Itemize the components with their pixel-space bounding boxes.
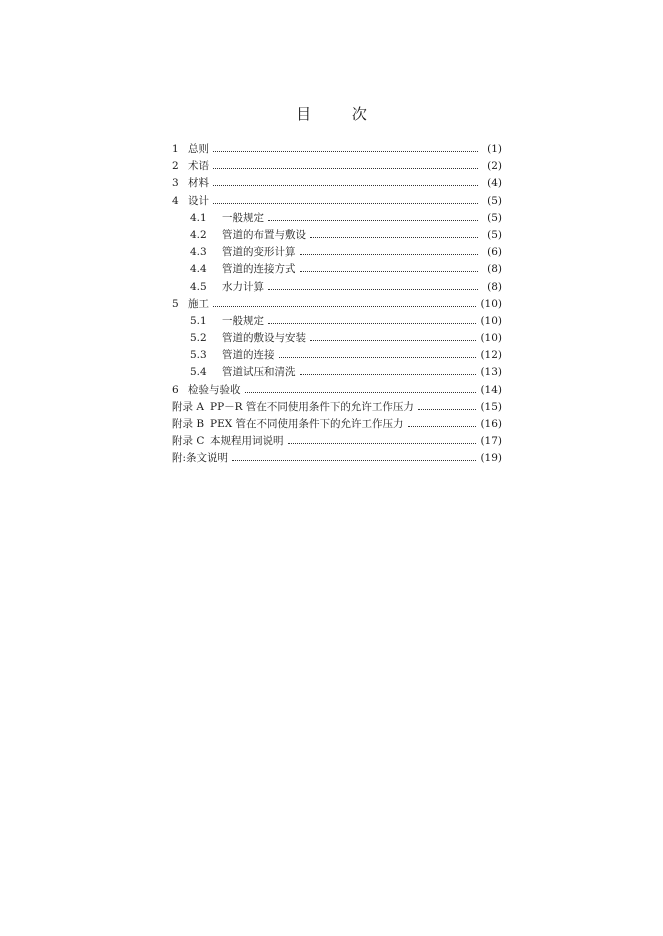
toc-entry-page: (10) bbox=[480, 297, 502, 310]
toc-entry-number: 附录 A bbox=[172, 400, 204, 413]
toc-entry-number: 附录 B bbox=[172, 418, 205, 430]
toc-entry-page: (5) bbox=[487, 194, 502, 207]
dot-leader bbox=[300, 254, 479, 255]
toc-entry-number: 3 bbox=[172, 177, 179, 190]
toc-entry-title: 管道的连接方式 bbox=[222, 263, 296, 276]
toc-subentry[interactable] bbox=[172, 279, 502, 296]
dot-leader bbox=[232, 460, 476, 461]
toc-entry-number: 1 bbox=[172, 143, 179, 155]
toc-entry-number: 4.4 bbox=[190, 263, 207, 276]
toc-subentry[interactable] bbox=[172, 210, 502, 227]
toc-entry-title: 管道的敷设与安装 bbox=[222, 332, 306, 345]
dot-leader bbox=[408, 426, 477, 427]
toc-entry-title: 设计 bbox=[188, 194, 209, 207]
toc-entry-page: (5) bbox=[487, 228, 502, 241]
toc-entry[interactable] bbox=[172, 296, 502, 313]
toc-entry-title: PP－R 管在不同使用条件下的允许工作压力 bbox=[210, 400, 414, 413]
toc-entry-page: (16) bbox=[480, 418, 502, 430]
toc-entry-title: 施工 bbox=[188, 297, 209, 310]
toc-entry-number: 4.3 bbox=[190, 246, 207, 259]
toc-entry-page: (5) bbox=[487, 211, 502, 224]
toc-entry-page: (1) bbox=[487, 143, 502, 155]
table-of-contents bbox=[172, 141, 502, 468]
toc-entry-title: PEX 管在不同使用条件下的允许工作压力 bbox=[210, 418, 404, 430]
toc-entry-page: (4) bbox=[487, 177, 502, 190]
toc-appendix-entry[interactable] bbox=[172, 416, 502, 433]
dot-leader bbox=[310, 340, 476, 341]
toc-appendix-entry[interactable] bbox=[172, 433, 502, 450]
dot-leader bbox=[245, 392, 477, 393]
page-title: 目 次 bbox=[296, 105, 385, 123]
toc-entry-title: 管道的连接 bbox=[222, 349, 275, 362]
toc-entry-title: 一般规定 bbox=[222, 314, 264, 327]
toc-subentry[interactable] bbox=[172, 313, 502, 330]
toc-entry-number: 2 bbox=[172, 160, 179, 173]
toc-entry-number: 5.1 bbox=[190, 314, 207, 327]
toc-entry-number: 4.2 bbox=[190, 228, 207, 241]
toc-entry[interactable] bbox=[172, 450, 502, 467]
dot-leader bbox=[268, 220, 478, 221]
toc-entry-page: (2) bbox=[487, 160, 502, 173]
toc-entry-page: (8) bbox=[487, 263, 502, 276]
toc-entry-page: (15) bbox=[480, 400, 502, 413]
toc-entry-number: 5.3 bbox=[190, 349, 207, 362]
toc-entry-page: (10) bbox=[480, 314, 502, 327]
toc-subentry[interactable] bbox=[172, 364, 502, 381]
toc-entry-page: (8) bbox=[487, 280, 502, 293]
toc-entry-page: (13) bbox=[480, 366, 502, 379]
toc-entry-page: (10) bbox=[480, 332, 502, 345]
toc-appendix-entry[interactable] bbox=[172, 399, 502, 416]
dot-leader bbox=[310, 237, 478, 238]
toc-subentry[interactable] bbox=[172, 330, 502, 347]
toc-entry-number: 5.2 bbox=[190, 332, 207, 345]
dot-leader bbox=[268, 323, 476, 324]
toc-entry-title: 本规程用词说明 bbox=[210, 435, 284, 448]
toc-entry-page: (17) bbox=[480, 435, 502, 448]
toc-entry-title: 总则 bbox=[188, 143, 209, 155]
dot-leader bbox=[213, 151, 478, 152]
dot-leader bbox=[213, 185, 478, 186]
dot-leader bbox=[213, 203, 478, 204]
toc-entry-number: 5.4 bbox=[190, 366, 207, 379]
toc-subentry[interactable] bbox=[172, 244, 502, 261]
dot-leader bbox=[300, 374, 477, 375]
toc-entry[interactable] bbox=[172, 141, 502, 158]
toc-entry-title: 检验与验收 bbox=[188, 383, 241, 396]
dot-leader bbox=[279, 357, 477, 358]
toc-subentry[interactable] bbox=[172, 261, 502, 278]
toc-entry[interactable] bbox=[172, 382, 502, 399]
toc-entry-page: (6) bbox=[487, 246, 502, 259]
toc-entry-title: 水力计算 bbox=[222, 280, 264, 293]
toc-entry-number: 4 bbox=[172, 194, 179, 207]
toc-entry-number: 5 bbox=[172, 297, 179, 310]
toc-entry-number: 6 bbox=[172, 383, 179, 396]
toc-entry-title: 附:条文说明 bbox=[172, 452, 229, 465]
toc-subentry[interactable] bbox=[172, 347, 502, 364]
toc-entry-title: 管道的布置与敷设 bbox=[222, 228, 306, 241]
toc-entry-title: 材料 bbox=[188, 177, 209, 190]
toc-entry-page: (14) bbox=[480, 383, 502, 396]
toc-entry-number: 附录 C bbox=[172, 435, 205, 448]
toc-entry-title: 术语 bbox=[188, 160, 209, 173]
dot-leader bbox=[268, 289, 478, 290]
toc-entry-title: 管道的变形计算 bbox=[222, 246, 296, 259]
toc-entry[interactable] bbox=[172, 193, 502, 210]
toc-entry-page: (12) bbox=[480, 349, 502, 362]
toc-entry[interactable] bbox=[172, 158, 502, 175]
toc-entry-number: 4.1 bbox=[190, 211, 207, 224]
dot-leader bbox=[288, 443, 477, 444]
dot-leader bbox=[213, 306, 476, 307]
toc-entry-page: (19) bbox=[480, 452, 502, 465]
dot-leader bbox=[418, 409, 477, 410]
dot-leader bbox=[213, 168, 478, 169]
toc-subentry[interactable] bbox=[172, 227, 502, 244]
toc-entry-number: 4.5 bbox=[190, 280, 207, 293]
toc-entry-title: 一般规定 bbox=[222, 211, 264, 224]
toc-entry[interactable] bbox=[172, 175, 502, 192]
toc-entry-title: 管道试压和清洗 bbox=[222, 366, 296, 379]
dot-leader bbox=[300, 271, 479, 272]
